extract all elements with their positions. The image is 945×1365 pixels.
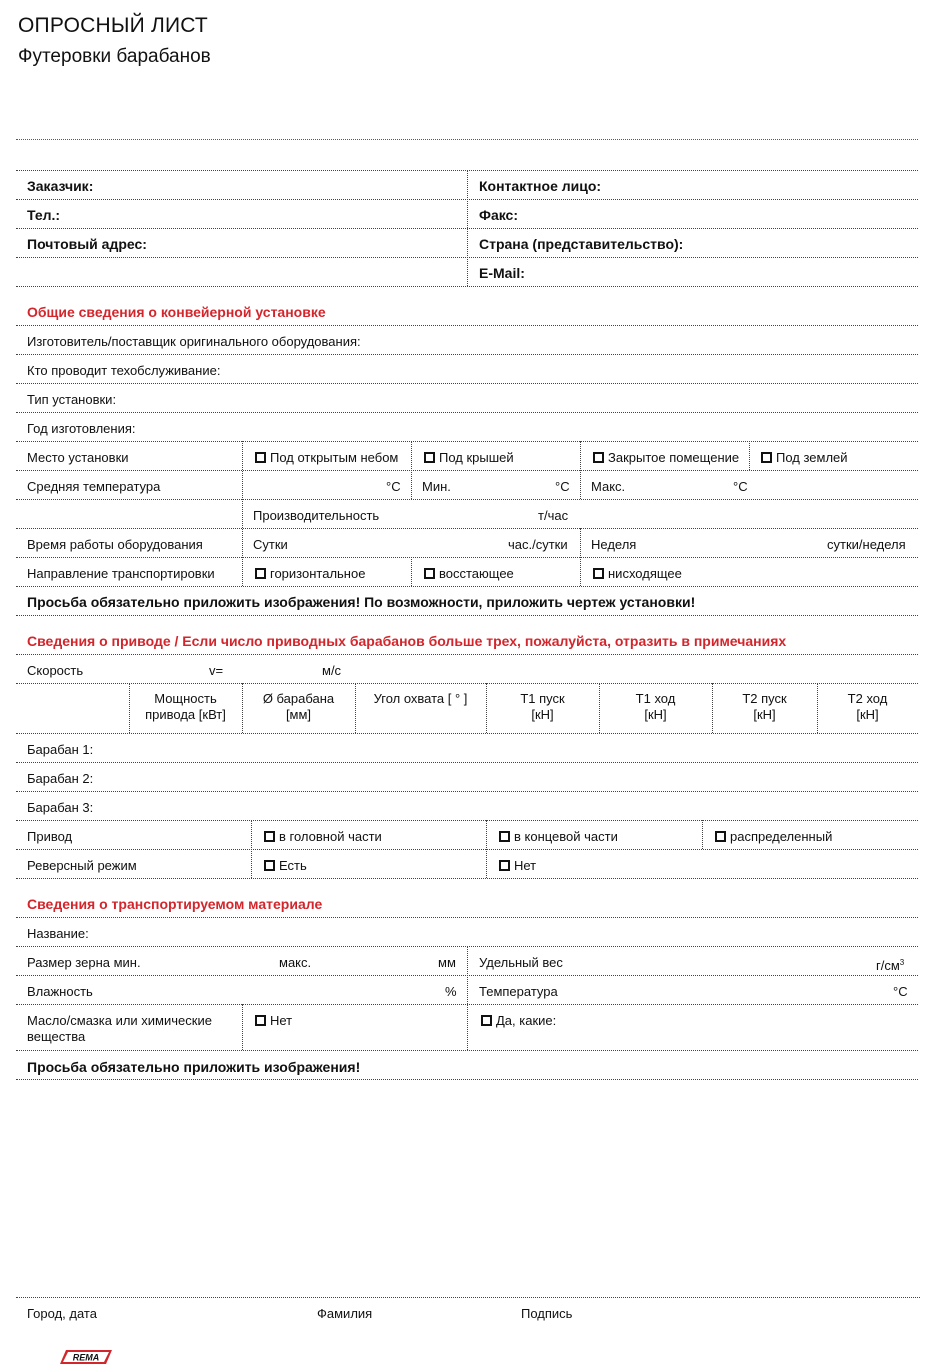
divider <box>16 286 918 287</box>
days-unit: час./сутки <box>508 537 568 552</box>
checkbox-icon[interactable] <box>593 452 604 463</box>
logo-text: REMA <box>72 1352 100 1363</box>
divider <box>702 820 703 849</box>
section-heading-drive: Сведения о приводе / Если число приводных барабанов больше трех, пожалуйста, отразить в примечаниях <box>27 633 787 649</box>
temperature-label: Средняя температура <box>27 479 161 494</box>
divider <box>16 615 918 616</box>
reverse-option-no[interactable]: Нет <box>499 858 536 874</box>
material-temperature-label: Температура <box>479 984 558 999</box>
drive-option-tail[interactable]: в концевой части <box>499 829 618 845</box>
drum-1-row[interactable]: Барабан 1: <box>27 742 94 757</box>
moisture-label: Влажность <box>27 984 93 999</box>
column-header-wrap-angle: Угол охвата [ ° ] <box>373 691 468 706</box>
density-unit: $г/см^3$ <box>876 958 905 973</box>
column-header-t2-start: T2 пуск [кН] <box>742 691 787 722</box>
divider <box>242 1004 243 1050</box>
speed-variable: v= <box>209 663 224 678</box>
divider <box>16 383 918 384</box>
temperature-max-unit: °C <box>733 479 748 494</box>
attach-images-note: Просьба обязательно приложить изображения! По возможности, приложить чертеж установки! <box>27 594 696 610</box>
divider <box>16 878 918 879</box>
divider <box>16 762 918 763</box>
divider <box>16 820 918 821</box>
checkbox-icon[interactable] <box>424 452 435 463</box>
divider <box>467 946 468 1050</box>
divider <box>16 528 918 529</box>
country-field[interactable]: Страна (представительство): <box>479 236 684 252</box>
grain-size-unit: мм <box>438 955 456 970</box>
oil-chemicals-label: Масло/смазка или химические вещества <box>27 1013 212 1044</box>
page-subtitle: Футеровки барабанов <box>18 46 211 67</box>
location-label: Место установки <box>27 450 129 465</box>
oil-option-yes[interactable]: Да, какие: <box>481 1013 556 1029</box>
checkbox-icon[interactable] <box>264 860 275 871</box>
moisture-unit: % <box>445 984 457 999</box>
checkbox-icon[interactable] <box>255 568 266 579</box>
divider <box>16 1050 918 1051</box>
divider <box>16 791 918 792</box>
grain-size-max-label: макс. <box>279 955 312 970</box>
capacity-unit: т/час <box>538 508 569 523</box>
column-header-t2-run: T2 ход [кН] <box>847 691 888 722</box>
reverse-option-yes[interactable]: Есть <box>264 858 307 874</box>
location-option-indoor[interactable]: Закрытое помещение <box>593 450 739 466</box>
email-field[interactable]: E-Mail: <box>479 265 525 281</box>
material-temperature-unit: °C <box>893 984 908 999</box>
direction-option-ascending[interactable]: восстающее <box>424 566 514 582</box>
checkbox-icon[interactable] <box>715 831 726 842</box>
divider <box>16 975 918 976</box>
rema-logo <box>60 1350 112 1364</box>
divider <box>16 557 918 558</box>
location-option-open[interactable]: Под открытым небом <box>255 450 398 466</box>
drum-3-row[interactable]: Барабан 3: <box>27 800 94 815</box>
page-title: ОПРОСНЫЙ ЛИСТ <box>18 14 208 37</box>
checkbox-icon[interactable] <box>499 860 510 871</box>
contact-person-field[interactable]: Контактное лицо: <box>479 178 602 194</box>
location-option-roof[interactable]: Под крышей <box>424 450 514 466</box>
divider <box>16 683 918 684</box>
divider <box>16 654 918 655</box>
divider <box>16 733 918 734</box>
fax-field[interactable]: Факс: <box>479 207 519 223</box>
material-name-field[interactable]: Название: <box>27 926 89 941</box>
location-option-underground[interactable]: Под землей <box>761 450 848 466</box>
divider <box>16 1079 918 1080</box>
divider <box>16 325 918 326</box>
divider <box>16 354 918 355</box>
speed-label: Скорость <box>27 663 84 678</box>
section-heading-material: Сведения о транспортируемом материале <box>27 896 323 912</box>
divider <box>16 849 918 850</box>
drive-option-head[interactable]: в головной части <box>264 829 382 845</box>
week-label: Неделя <box>591 537 637 552</box>
column-header-t1-run: T1 ход [кН] <box>635 691 676 722</box>
divider <box>16 1004 918 1005</box>
direction-label: Направление транспортировки <box>27 566 215 581</box>
signature-line <box>16 1297 920 1298</box>
divider <box>16 586 918 587</box>
checkbox-icon[interactable] <box>593 568 604 579</box>
drive-option-distributed[interactable]: распределенный <box>715 829 832 845</box>
column-header-t1-start: T1 пуск [кН] <box>520 691 565 722</box>
checkbox-icon[interactable] <box>499 831 510 842</box>
density-label: Удельный вес <box>479 955 563 970</box>
days-label: Сутки <box>253 537 288 552</box>
capacity-label: Производительность <box>253 508 380 523</box>
manufacturer-field[interactable]: Изготовитель/поставщик оригинального оборудования: <box>27 334 361 349</box>
operating-time-label: Время работы оборудования <box>27 537 203 552</box>
grain-size-label: Размер зерна мин. <box>27 955 141 970</box>
attach-images-note-material: Просьба обязательно приложить изображения! <box>27 1059 361 1075</box>
temperature-min-label: Мин. <box>422 479 451 494</box>
divider <box>16 917 918 918</box>
checkbox-icon[interactable] <box>424 568 435 579</box>
drum-2-row[interactable]: Барабан 2: <box>27 771 94 786</box>
year-field[interactable]: Год изготовления: <box>27 421 136 436</box>
checkbox-icon[interactable] <box>255 452 266 463</box>
temperature-max-label: Макс. <box>591 479 626 494</box>
divider <box>467 170 468 286</box>
divider <box>749 441 750 470</box>
checkbox-icon[interactable] <box>481 1015 492 1026</box>
section-heading-general: Общие сведения о конвейерной установке <box>27 304 326 320</box>
reverse-mode-label: Реверсный режим <box>27 858 137 873</box>
divider <box>16 441 918 442</box>
temperature-unit: °C <box>386 479 401 494</box>
speed-unit: м/с <box>322 663 342 678</box>
column-header-power: Мощность привода [кВт] <box>145 691 226 722</box>
city-date-label: Город, дата <box>27 1306 97 1321</box>
surname-label: Фамилия <box>317 1306 373 1321</box>
column-header-diameter: Ø барабана [мм] <box>262 691 335 722</box>
divider <box>16 412 918 413</box>
week-unit: сутки/неделя <box>827 537 906 552</box>
red-divider <box>16 139 918 140</box>
customer-field[interactable]: Заказчик: <box>27 178 94 194</box>
divider <box>16 499 918 500</box>
divider <box>16 470 918 471</box>
direction-option-horizontal[interactable]: горизонтальное <box>255 566 365 582</box>
maintenance-field[interactable]: Кто проводит техобслуживание: <box>27 363 221 378</box>
oil-option-no[interactable]: Нет <box>255 1013 292 1029</box>
installation-type-field[interactable]: Тип установки: <box>27 392 117 407</box>
checkbox-icon[interactable] <box>761 452 772 463</box>
checkbox-icon[interactable] <box>255 1015 266 1026</box>
phone-field[interactable]: Тел.: <box>27 207 61 223</box>
direction-option-descending[interactable]: нисходящее <box>593 566 682 582</box>
divider <box>242 441 243 586</box>
postal-address-field[interactable]: Почтовый адрес: <box>27 236 147 252</box>
drive-label: Привод <box>27 829 73 844</box>
divider <box>411 557 412 586</box>
checkbox-icon[interactable] <box>264 831 275 842</box>
temperature-min-unit: °C <box>555 479 570 494</box>
signature-label: Подпись <box>521 1306 573 1321</box>
